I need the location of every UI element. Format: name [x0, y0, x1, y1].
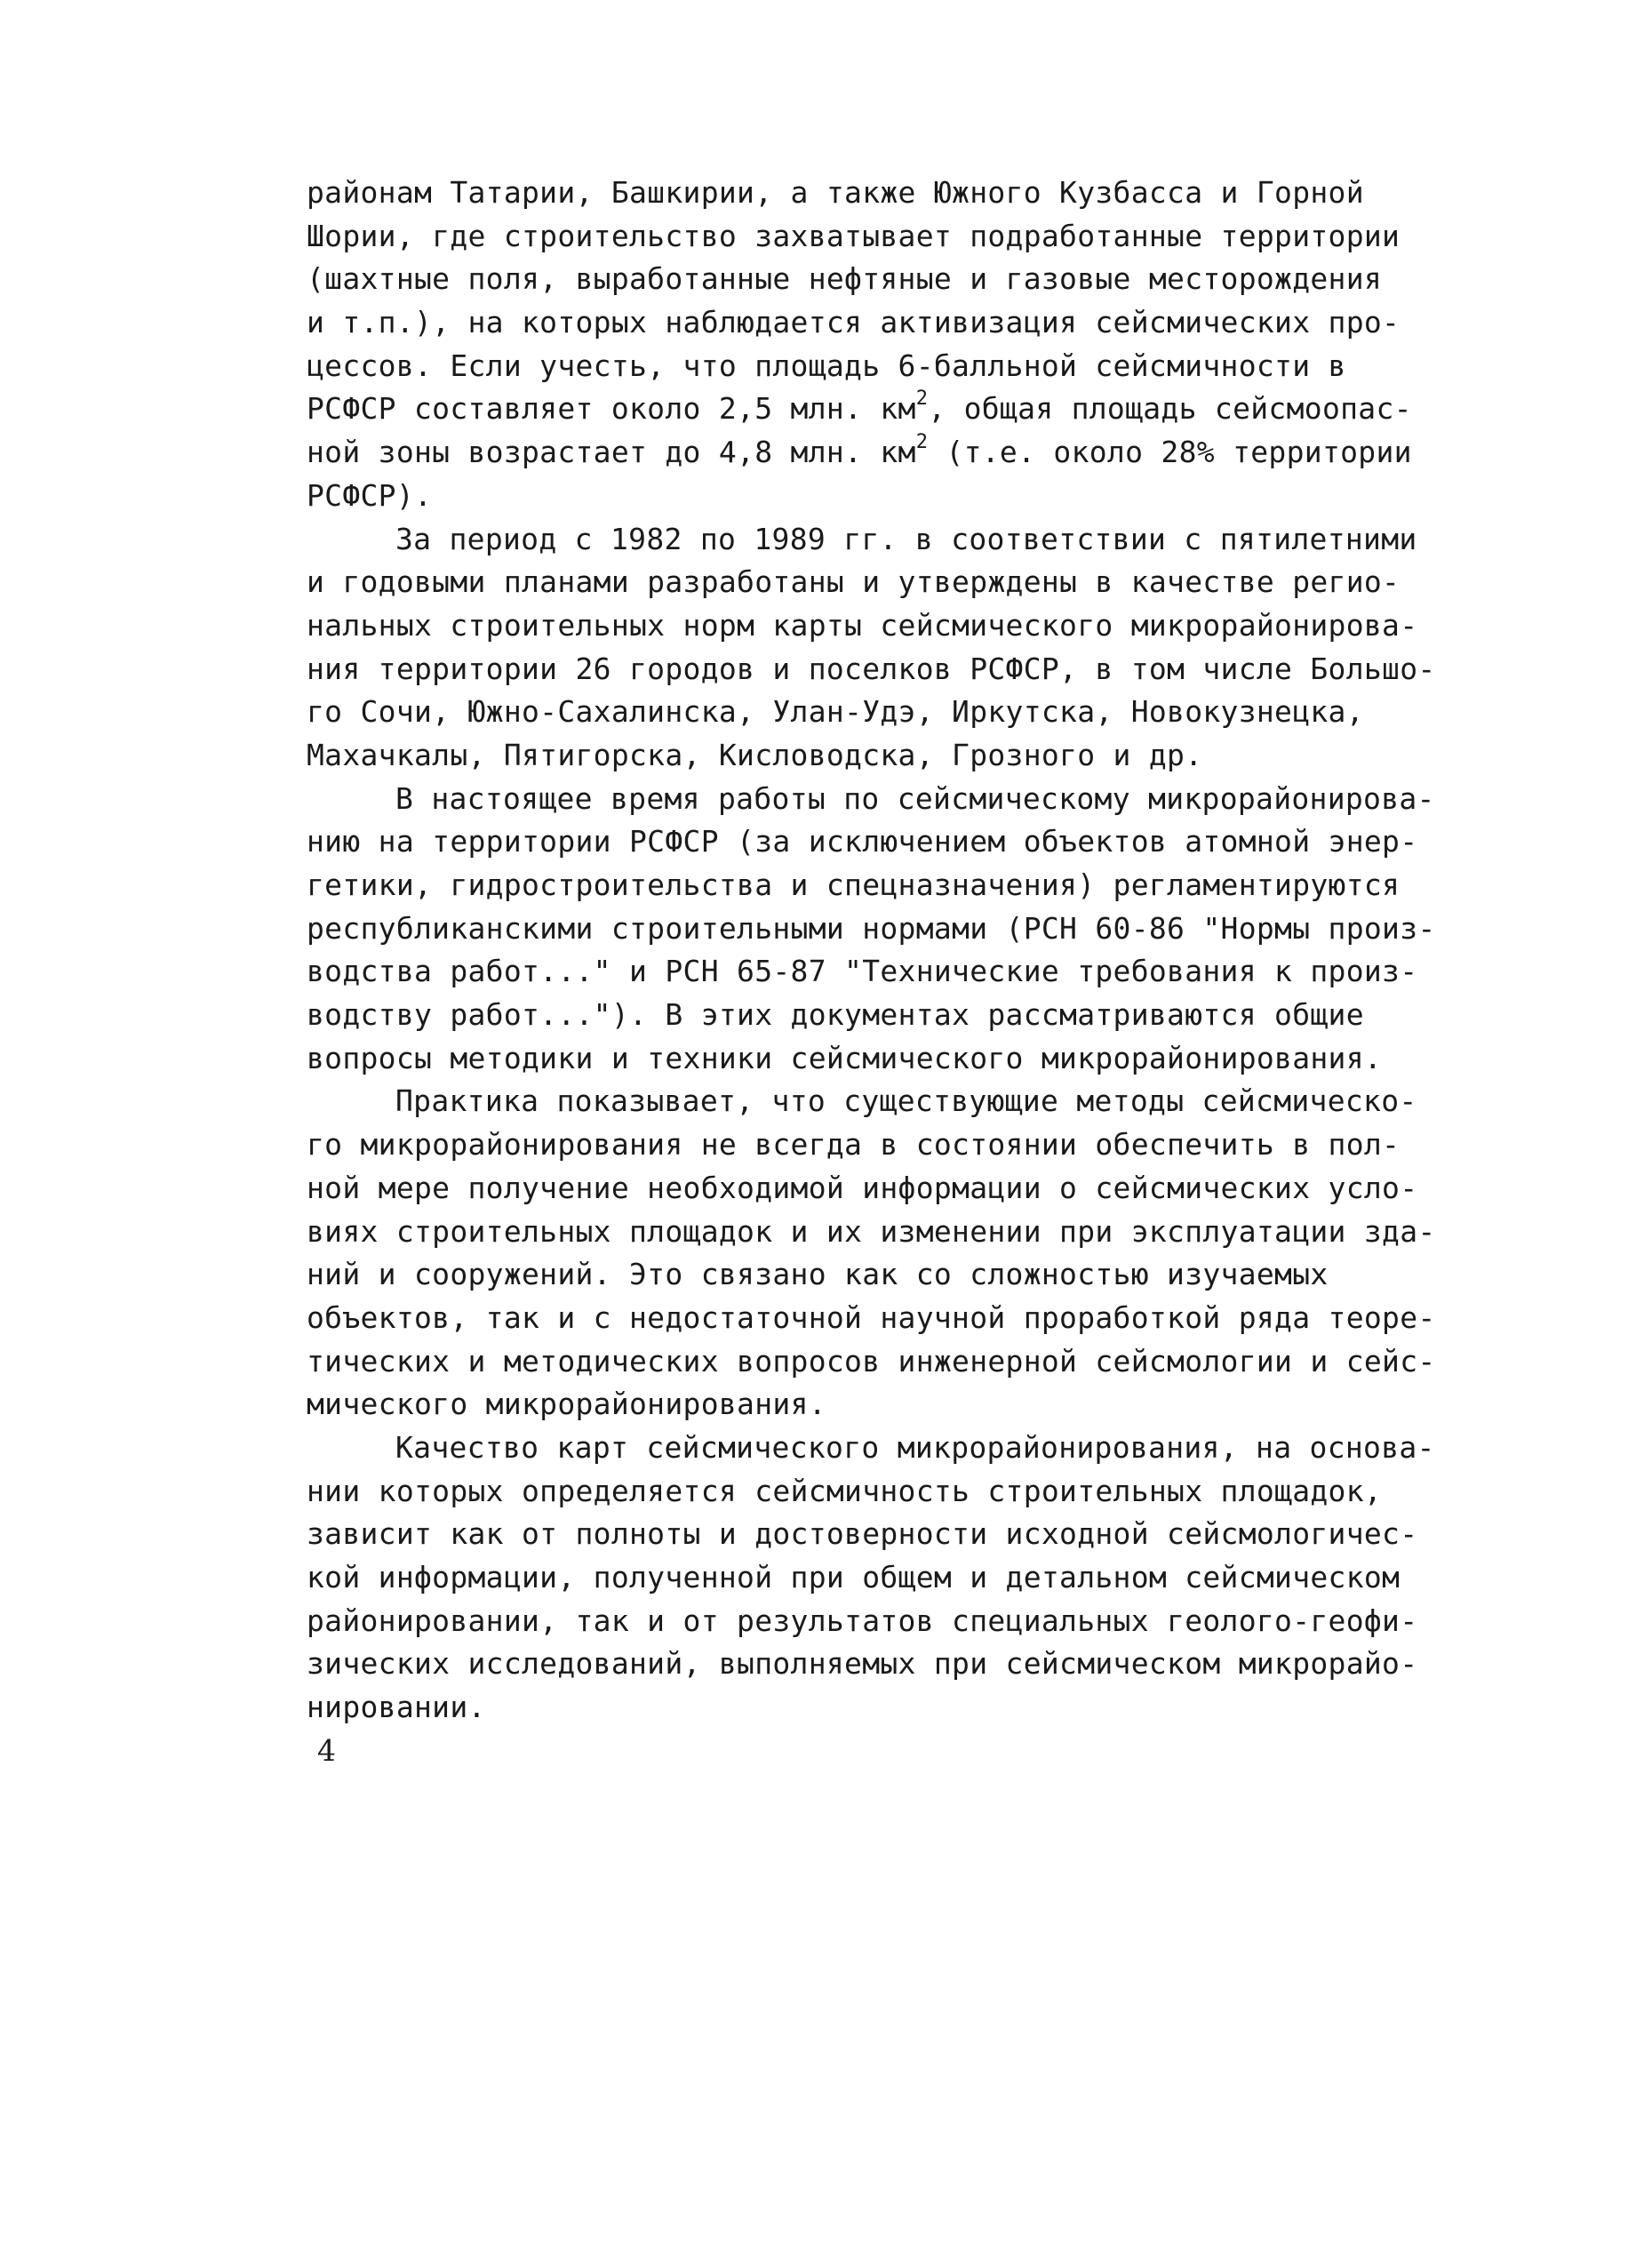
text-line: [307, 950, 1426, 994]
text-line: [307, 820, 1426, 864]
text-line: [307, 907, 1436, 951]
line-text: ний и сооружений. Это связано как со сложностью изучаемых: [307, 1257, 1329, 1292]
line-text: зических исследований, выполняемых при сейсмическом микрорайо-: [307, 1646, 1418, 1682]
line-text: В настоящее время работы по сейсмическому микрорайонирова-: [395, 780, 1435, 816]
line-text: Практика показывает, что существующие методы сейсмическо-: [395, 1083, 1417, 1119]
text-line: [307, 1643, 1426, 1686]
line-text: Шории, где строительство захватывает подработанные территории: [307, 218, 1401, 253]
line-text: республиканскими строительными нормами (РСН 60-86 "Нормы произ-: [307, 910, 1436, 946]
text-line: [307, 301, 1426, 345]
line-text: и годовыми планами разработаны и утверждены в качестве регио-: [307, 564, 1401, 600]
text-line: [307, 1686, 1426, 1730]
text-line: [307, 1167, 1426, 1211]
text-line: [307, 648, 1436, 691]
line-text: ния территории 26 городов и поселков РСФСР, в том числе Большо-: [307, 651, 1436, 686]
text-line: [307, 388, 1426, 431]
line-text: районам Татарии, Башкирии, а также Южного Кузбасса и Горной: [307, 175, 1364, 210]
text-line: [307, 1211, 1436, 1254]
text-line: [307, 778, 1435, 821]
line-text: го Сочи, Южно-Сахалинска, Улан-Удэ, Иркутска, Новокузнецка,: [307, 694, 1364, 730]
line-text: ной зоны возрастает до 4,8 млн. км: [307, 435, 916, 470]
text-line: [307, 172, 1426, 215]
line-text: Махачкалы, Пятигорска, Кисловодска, Грозного и др.: [307, 737, 1203, 772]
line-text: го микрорайонирования не всегда в состоянии обеспечить в пол-: [307, 1127, 1401, 1163]
line-text: нировании.: [307, 1690, 486, 1725]
superscript: 2: [915, 388, 929, 411]
text-line: [307, 1297, 1436, 1340]
line-text: нию на территории РСФСР (за исключением объектов атомной энер-: [307, 824, 1418, 859]
line-text: РСФСР).: [307, 477, 433, 513]
text-line: [307, 691, 1426, 734]
line-text: объектов, так и с недостаточной научной проработкой ряда теоре-: [307, 1299, 1436, 1335]
text-line: [307, 518, 1426, 562]
line-text: ной мере получение необходимой информации о сейсмических усло-: [307, 1170, 1418, 1205]
text-line: [307, 864, 1426, 907]
line-text: (шахтные поля, выработанные нефтяные и газовые месторождения: [307, 261, 1383, 297]
text-line: [307, 215, 1426, 259]
line-text: гетики, гидростроительства и спецназначения) регламентируются: [307, 867, 1401, 902]
text-line: [307, 1123, 1426, 1167]
text-line: [307, 994, 1426, 1037]
text-line: [307, 1253, 1426, 1297]
page-number: 4: [317, 1733, 336, 1768]
line-text: зависит как от полноты и достоверности исходной сейсмологичес-: [307, 1516, 1418, 1552]
line-text-tail: , общая площадь сейсмоопас-: [928, 391, 1412, 427]
text-line: [307, 475, 1426, 518]
text-line: [307, 258, 1426, 301]
text-line: [307, 561, 1426, 604]
line-text: водству работ..."). В этих документах рассматриваются общие: [307, 997, 1364, 1033]
text-line: [307, 1340, 1436, 1384]
line-text: тических и методических вопросов инженерной сейсмологии и сейс-: [307, 1343, 1436, 1379]
line-text: Качество карт сейсмического микрорайонирования, на основа-: [395, 1429, 1435, 1465]
line-text: нии которых определяется сейсмичность строительных площадок,: [307, 1473, 1383, 1508]
line-text: вопросы методики и техники сейсмического микрорайонирования.: [307, 1040, 1383, 1075]
line-text-tail: (т.е. около 28% территории: [928, 435, 1412, 470]
line-text: районировании, так и от результатов специальных геолого-геофи-: [307, 1603, 1418, 1638]
text-line: [307, 431, 1426, 475]
line-text: мического микрорайонирования.: [307, 1387, 826, 1422]
text-line: [307, 1600, 1426, 1643]
line-text: и т.п.), на которых наблюдается активизация сейсмических про-: [307, 305, 1401, 340]
text-line: [307, 1513, 1426, 1556]
text-line: [307, 1470, 1426, 1514]
body-text: [307, 172, 1436, 1730]
line-text: водства работ..." и РСН 65-87 "Технические требования к произ-: [307, 954, 1418, 989]
text-line: [307, 1080, 1426, 1123]
text-line: [307, 1427, 1435, 1470]
superscript: 2: [915, 431, 929, 454]
text-line: [307, 734, 1426, 778]
text-line: [307, 345, 1426, 388]
line-text: цессов. Если учесть, что площадь 6-балльной сейсмичности в: [307, 348, 1346, 383]
text-line: [307, 1556, 1426, 1600]
line-text: РСФСР составляет около 2,5 млн. км: [307, 391, 916, 427]
text-line: [307, 1383, 1426, 1427]
line-text: нальных строительных норм карты сейсмического микрорайонирова-: [307, 607, 1418, 643]
line-text: кой информации, полученной при общем и детальном сейсмическом: [307, 1560, 1401, 1595]
text-line: [307, 1037, 1426, 1081]
line-text: За период с 1982 по 1989 гг. в соответствии с пятилетними: [395, 521, 1417, 556]
line-text: виях строительных площадок и их изменении при эксплуатации зда-: [307, 1213, 1436, 1249]
text-line: [307, 604, 1426, 648]
